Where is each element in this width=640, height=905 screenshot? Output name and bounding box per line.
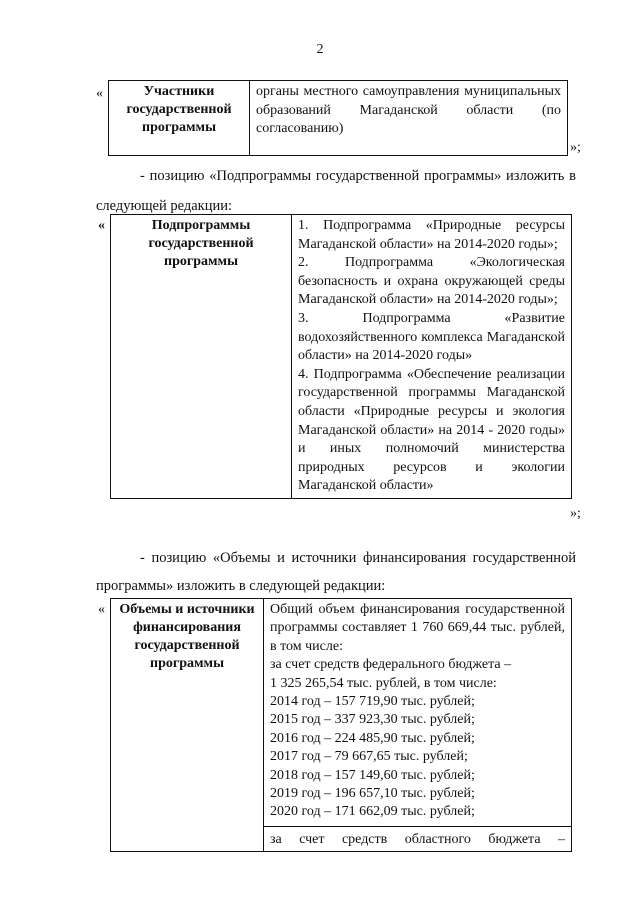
participants-body: органы местного самоуправления муниципальных образований Магаданской области (по согласованию) (250, 81, 568, 156)
subprograms-table (110, 214, 572, 499)
page-number: 2 (316, 42, 324, 57)
close-quote: »; (570, 140, 581, 155)
federal-intro: за счет средств федерального бюджета – (270, 657, 512, 673)
funding-year: 2016 год – 224 485,90 тыс. рублей; (270, 730, 475, 746)
instruction-funding-line1: - позицию «Объемы и источники финансирования государственной (140, 550, 576, 566)
open-quote: « (96, 86, 103, 101)
subprogram-item: 1. Подпрограмма «Природные ресурсы Магаданской области» на 2014-2020 годы»; (298, 218, 565, 252)
funding-total: Общий объем финансирования государственной программы составляет 1 760 669,44 тыс. рублей, в том числе: (270, 602, 565, 654)
funding-year: 2017 год – 79 667,65 тыс. рублей; (270, 749, 468, 765)
participants-table (108, 80, 568, 156)
close-quote: »; (570, 506, 581, 521)
funding-year: 2014 год – 157 719,90 тыс. рублей; (270, 694, 475, 710)
funding-year: 2018 год – 157 149,60 тыс. рублей; (270, 767, 475, 783)
funding-year: 2020 год – 171 662,09 тыс. рублей; (270, 804, 475, 820)
instruction-subprograms-line1: - позицию «Подпрограммы государственной программы» изложить в (140, 168, 576, 184)
federal-total: 1 325 265,54 тыс. рублей, в том числе: (270, 675, 497, 691)
funding-year: 2019 год – 196 657,10 тыс. рублей; (270, 786, 475, 802)
subprogram-item: 4. Подпрограмма «Обеспечение реализации государственной программы Магаданской области «Природные ресурсы и экология Магаданской области» на 2014 - 2020 годы» и иных полномочий министерства природных ресурсов и экологии Магаданской области» (298, 366, 565, 494)
subprograms-header: Подпрограммы государственной программы (111, 215, 292, 499)
funding-year: 2015 год – 337 923,30 тыс. рублей; (270, 712, 475, 728)
participants-header: Участники государственной программы (109, 81, 250, 156)
subprogram-item: 3. Подпрограмма «Развитие водохозяйственного комплекса Магаданской области» на 2014-2020 годы» (298, 310, 565, 364)
subprograms-body (292, 215, 572, 499)
open-quote: « (98, 602, 105, 617)
subprogram-item: 2. Подпрограмма «Экологическая безопасность и охрана окружающей среды Магаданской области» на 2014-2020 годы»; (298, 255, 565, 308)
funding-header: Объемы и источники финансирования государственной программы (111, 599, 264, 852)
funding-table (110, 598, 572, 852)
instruction-funding-line2: программы» изложить в следующей редакции: (96, 578, 386, 594)
instruction-subprograms-line2: следующей редакции: (96, 198, 233, 214)
open-quote: « (98, 218, 105, 233)
funding-body (264, 599, 572, 852)
regional-intro: за счет средств областного бюджета – (270, 831, 565, 847)
divider (264, 826, 571, 827)
